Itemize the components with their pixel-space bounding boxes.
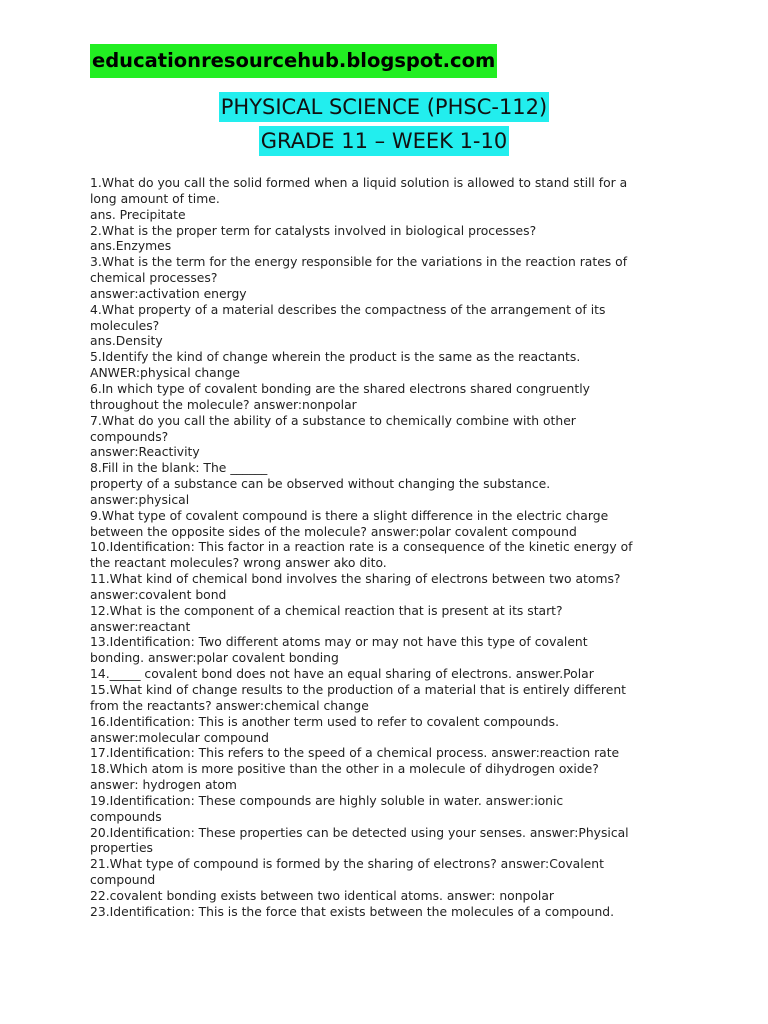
text-line: 8.Fill in the blank: The ______ <box>90 461 268 476</box>
text-line: bonding. answer:polar covalent bonding <box>90 651 339 666</box>
text-line: 2.What is the proper term for catalysts involved in biological processes? <box>90 223 537 238</box>
title-subject: PHYSICAL SCIENCE (PHSC-112) <box>219 92 549 122</box>
text-line: long amount of time. <box>90 191 220 206</box>
text-line: 14._____ covalent bond does not have an equal sharing of electrons. answer.Polar <box>90 667 594 682</box>
question-answer-list <box>90 176 680 921</box>
text-line: answer:Reactivity <box>90 445 200 460</box>
text-line: 21.What type of compound is formed by the sharing of electrons? answer:Covalent <box>90 857 604 872</box>
text-line: 4.What property of a material describes the compactness of the arrangement of its <box>90 302 606 317</box>
text-line: 10.Identification: This factor in a reaction rate is a consequence of the kinetic energy of <box>90 540 633 555</box>
text-line: answer:reactant <box>90 619 191 634</box>
text-line: 9.What type of covalent compound is there a slight difference in the electric charge <box>90 508 609 523</box>
text-line: ANWER:physical change <box>90 366 240 381</box>
text-line: answer:covalent bond <box>90 587 227 602</box>
text-line: from the reactants? answer:chemical change <box>90 698 369 713</box>
text-line: throughout the molecule? answer:nonpolar <box>90 397 357 412</box>
text-line: 19.Identification: These compounds are highly soluble in water. answer:ionic <box>90 793 564 808</box>
text-line: answer: hydrogen atom <box>90 778 237 793</box>
title-grade-week: GRADE 11 – WEEK 1-10 <box>259 126 509 156</box>
text-line: between the opposite sides of the molecule? answer:polar covalent compound <box>90 524 577 539</box>
text-line: the reactant molecules? wrong answer ako dito. <box>90 556 387 571</box>
text-line: 5.Identify the kind of change wherein the product is the same as the reactants. <box>90 350 581 365</box>
text-line: 11.What kind of chemical bond involves the sharing of electrons between two atoms? <box>90 572 621 587</box>
text-line: 12.What is the component of a chemical reaction that is present at its start? <box>90 603 563 618</box>
text-line: answer:molecular compound <box>90 730 269 745</box>
text-line: answer:activation energy <box>90 286 247 301</box>
text-line: properties <box>90 841 153 856</box>
text-line: 22.covalent bonding exists between two identical atoms. answer: nonpolar <box>90 888 554 903</box>
text-line: 1.What do you call the solid formed when a liquid solution is allowed to stand still for a <box>90 176 628 190</box>
text-line: molecules? <box>90 318 160 333</box>
text-line: answer:physical <box>90 492 190 507</box>
text-line: 13.Identification: Two different atoms may or may not have this type of covalent <box>90 635 588 650</box>
title-block <box>0 92 768 160</box>
text-line: 7.What do you call the ability of a substance to chemically combine with other <box>90 413 576 428</box>
text-line: chemical processes? <box>90 271 218 286</box>
text-line: ans. Precipitate <box>90 207 186 222</box>
text-line: 20.Identification: These properties can be detected using your senses. answer:Physical <box>90 825 629 840</box>
text-line: 3.What is the term for the energy responsible for the variations in the reaction rates of <box>90 255 628 270</box>
text-line: property of a substance can be observed without changing the substance. <box>90 477 551 492</box>
site-banner: educationresourcehub.blogspot.com <box>90 44 497 78</box>
text-line: 17.Identification: This refers to the speed of a chemical process. answer:reaction rate <box>90 746 620 761</box>
text-line: 16.Identification: This is another term used to refer to covalent compounds. <box>90 714 559 729</box>
text-line: 18.Which atom is more positive than the other in a molecule of dihydrogen oxide? <box>90 762 599 777</box>
text-line: 23.Identification: This is the force that exists between the molecules of a compound. <box>90 904 615 919</box>
text-line: 15.What kind of change results to the production of a material that is entirely different <box>90 683 626 697</box>
text-line: compounds <box>90 809 162 824</box>
text-line: ans.Density <box>90 334 163 349</box>
text-line: compounds? <box>90 429 169 444</box>
text-line: 6.In which type of covalent bonding are the shared electrons shared congruently <box>90 381 590 396</box>
text-line: ans.Enzymes <box>90 239 172 254</box>
text-line: compound <box>90 873 156 888</box>
